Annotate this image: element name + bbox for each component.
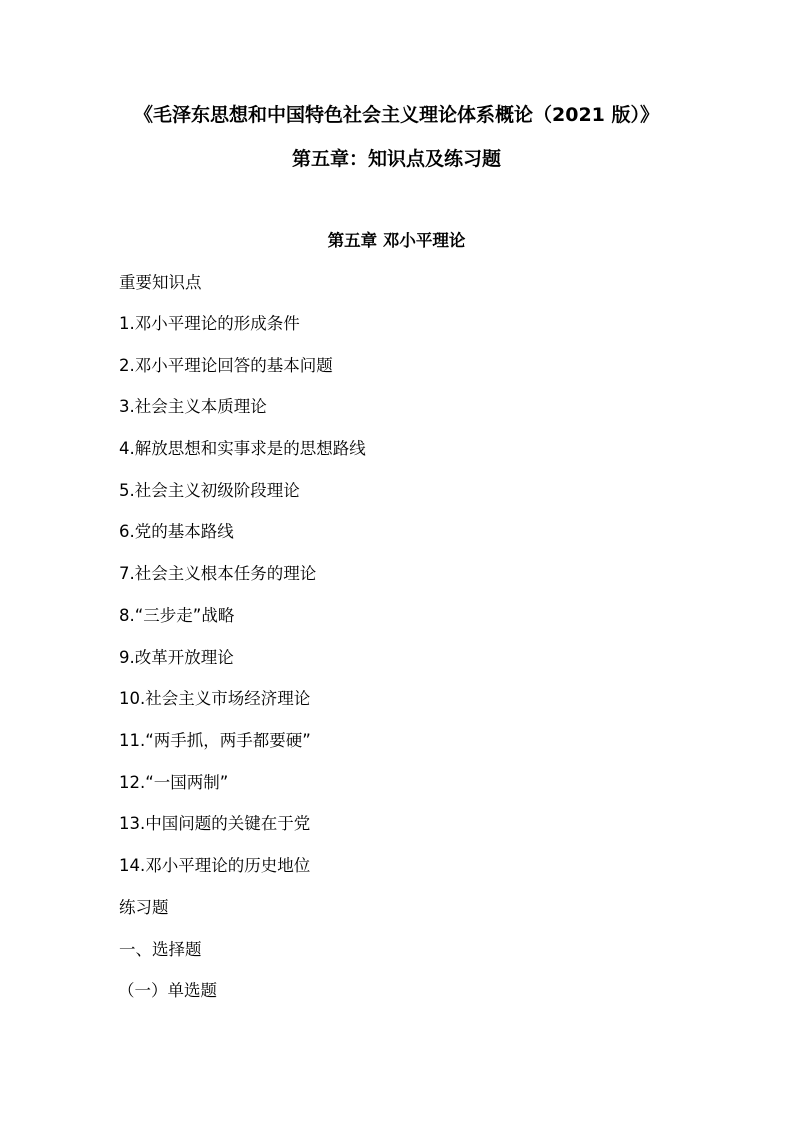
knowledge-point-item: 4.解放思想和实事求是的思想路线 xyxy=(119,439,366,459)
knowledge-point-item: 9.改革开放理论 xyxy=(119,647,234,667)
exercises-heading: 练习题 xyxy=(119,898,169,917)
document-title-line1: 《毛泽东思想和中国特色社会主义理论体系概论（2021 版）》 xyxy=(134,104,659,126)
chapter-heading: 第五章 邓小平理论 xyxy=(327,231,466,250)
knowledge-point-item: 2.邓小平理论回答的基本问题 xyxy=(119,355,333,375)
knowledge-point-item: 11.“两手抓，两手都要硬” xyxy=(119,730,311,750)
knowledge-point-item: 10.社会主义市场经济理论 xyxy=(119,689,311,709)
subsection-heading-single-choice: （一）单选题 xyxy=(118,981,217,1000)
knowledge-points-list xyxy=(119,313,366,897)
knowledge-point-item: 5.社会主义初级阶段理论 xyxy=(119,480,300,500)
knowledge-point-item: 13.中国问题的关键在于党 xyxy=(119,814,311,834)
knowledge-point-item: 14.邓小平理论的历史地位 xyxy=(119,855,311,875)
knowledge-point-item: 12.“一国两制” xyxy=(119,772,229,792)
knowledge-points-heading: 重要知识点 xyxy=(119,273,202,292)
knowledge-point-item: 6.党的基本路线 xyxy=(119,522,234,542)
knowledge-point-item: 1.邓小平理论的形成条件 xyxy=(119,314,300,333)
knowledge-point-item: 7.社会主义根本任务的理论 xyxy=(119,564,317,584)
section-heading-choice: 一、选择题 xyxy=(119,940,202,959)
document-title-line2: 第五章：知识点及练习题 xyxy=(291,148,501,170)
knowledge-point-item: 3.社会主义本质理论 xyxy=(119,397,267,417)
knowledge-point-item: 8.“三步走”战略 xyxy=(119,605,235,625)
